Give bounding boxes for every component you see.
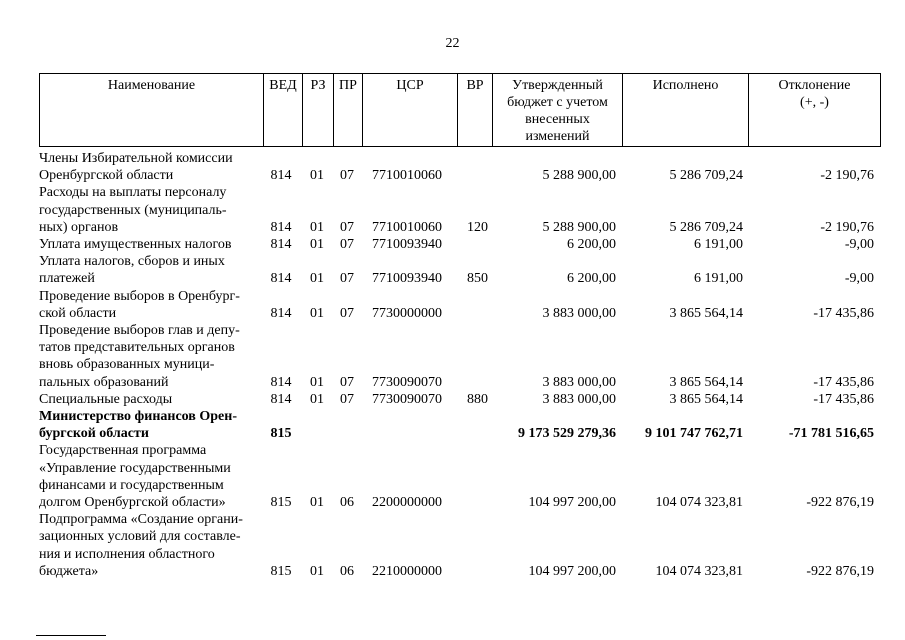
row-vr: 120 [467,219,488,235]
row-deviation: -17 435,86 [813,374,874,390]
header-budget-line-1: Утвержденный [512,78,603,93]
row-budget: 3 883 000,00 [542,305,616,321]
row-name: ской области [39,305,117,321]
row-ved: 814 [270,391,292,407]
header-csr: ЦСР [362,73,457,147]
table-row [0,442,905,459]
table-row [0,253,905,270]
table-row [0,288,905,305]
row-deviation: -17 435,86 [813,391,874,407]
row-pr: 07 [340,168,354,184]
table-row [0,563,905,580]
row-csr: 7710093940 [372,271,442,287]
row-budget: 104 997 200,00 [528,495,616,510]
header-deviation-line-1: Отклонение [778,78,851,93]
row-pr: 07 [340,271,354,287]
row-name: Уплата имущественных налогов [39,237,232,252]
row-rz: 01 [310,374,324,390]
row-ved: 815 [270,563,292,579]
table-row [0,408,905,425]
table-row [0,202,905,219]
row-budget: 5 288 900,00 [542,219,616,235]
page-number: 22 [445,36,460,51]
row-name: зационных условий для составле- [39,529,241,545]
row-csr: 7710093940 [372,237,442,252]
table-row [0,546,905,563]
header-rz: РЗ [302,73,333,147]
row-rz: 01 [310,563,324,579]
row-deviation: -9,00 [844,271,874,287]
row-csr: 7730090070 [372,374,442,390]
row-name: государственных (муниципаль- [39,202,227,218]
table-row [0,339,905,356]
row-name: ния и исполнения областного [39,546,215,562]
row-deviation: -2 190,76 [820,219,874,235]
row-deviation: -922 876,19 [806,563,874,579]
row-budget: 6 200,00 [567,271,616,287]
row-budget: 3 883 000,00 [542,391,616,407]
row-name: платежей [39,271,95,287]
row-deviation: -71 781 516,65 [788,426,874,442]
row-deviation: -922 876,19 [806,495,874,510]
row-pr: 07 [340,219,354,235]
header-pr: ПР [333,73,362,147]
header-budget [492,73,622,147]
table-row [0,374,905,391]
row-deviation: -17 435,86 [813,305,874,321]
row-ved: 815 [270,426,292,442]
row-executed: 104 074 323,81 [655,495,743,510]
row-budget: 6 200,00 [567,237,616,252]
table-row [0,356,905,373]
row-pr: 06 [340,563,354,579]
row-pr: 06 [340,495,354,510]
row-budget: 104 997 200,00 [528,563,616,579]
table-row [0,460,905,477]
row-csr: 2210000000 [372,563,442,579]
table-row [0,184,905,201]
row-name: бургской области [39,426,149,442]
row-deviation: -9,00 [844,237,874,252]
table-row [0,322,905,339]
row-name: Расходы на выплаты персоналу [39,185,227,201]
row-ved: 814 [270,219,292,235]
row-budget: 3 883 000,00 [542,374,616,390]
footnote-separator [36,635,106,636]
row-pr: 07 [340,374,354,390]
table-row [0,270,905,287]
row-name: Проведение выборов глав и депу- [39,323,240,338]
header-name: Наименование [39,73,263,147]
row-name: Министерство финансов Орен- [39,409,237,424]
row-executed: 6 191,00 [694,271,743,287]
row-name: Оренбургской области [39,168,174,184]
header-budget-line-4: изменений [525,129,590,144]
row-name: татов представительных органов [39,340,235,356]
row-name: Члены Избирательной комиссии [39,151,233,166]
row-rz: 01 [310,391,324,407]
row-csr: 7710010060 [372,168,442,184]
row-name: Уплата налогов, сборов и иных [39,254,225,270]
row-ved: 814 [270,305,292,321]
table-row [0,150,905,167]
table-row [0,236,905,253]
row-name: вновь образованных муници- [39,357,215,373]
row-rz: 01 [310,237,324,252]
row-pr: 07 [340,391,354,407]
table-row [0,511,905,528]
row-deviation: -2 190,76 [820,168,874,184]
row-budget: 9 173 529 279,36 [518,426,616,442]
row-executed: 3 865 564,14 [669,391,743,407]
row-name: долгом Оренбургской области» [39,495,226,510]
table-row [0,494,905,511]
row-rz: 01 [310,495,324,510]
table-row [0,305,905,322]
header-vr: ВР [457,73,492,147]
header-deviation [748,73,881,147]
row-ved: 814 [270,237,292,252]
row-csr: 7730000000 [372,305,442,321]
row-vr: 850 [467,271,488,287]
row-name: ных) органов [39,219,119,235]
row-pr: 07 [340,305,354,321]
table-row [0,425,905,442]
row-pr: 07 [340,237,354,252]
row-rz: 01 [310,305,324,321]
row-name: «Управление государственными [39,460,231,476]
table-row [0,219,905,236]
header-budget-line-2: бюджет с учетом [507,95,608,110]
row-rz: 01 [310,219,324,235]
row-executed: 5 286 709,24 [669,219,743,235]
header-executed: Исполнено [622,73,748,147]
row-executed: 5 286 709,24 [669,168,743,184]
row-name: Подпрограмма «Создание органи- [39,512,243,528]
row-ved: 814 [270,168,292,184]
header-ved: ВЕД [263,73,302,147]
row-executed: 6 191,00 [694,237,743,252]
row-executed: 9 101 747 762,71 [645,426,743,442]
row-name: Специальные расходы [39,391,173,407]
row-executed: 3 865 564,14 [669,374,743,390]
row-ved: 814 [270,374,292,390]
row-vr: 880 [467,391,488,407]
row-name: Государственная программа [39,443,207,459]
row-budget: 5 288 900,00 [542,168,616,184]
table-row [0,477,905,494]
row-name: финансами и государственным [39,477,224,493]
header-deviation-line-2: (+, -) [800,95,829,110]
row-csr: 7710010060 [372,219,442,235]
header-budget-line-3: внесенных [525,112,590,127]
row-csr: 7730090070 [372,391,442,407]
table-row [0,167,905,184]
table-row [0,528,905,545]
row-name: пальных образований [39,374,169,390]
row-name: Проведение выборов в Оренбург- [39,288,240,304]
row-executed: 104 074 323,81 [655,563,743,579]
row-rz: 01 [310,168,324,184]
row-ved: 814 [270,271,292,287]
table-row [0,391,905,408]
row-csr: 2200000000 [372,495,442,510]
row-name: бюджета» [39,563,99,579]
row-ved: 815 [270,495,292,510]
row-rz: 01 [310,271,324,287]
row-executed: 3 865 564,14 [669,305,743,321]
